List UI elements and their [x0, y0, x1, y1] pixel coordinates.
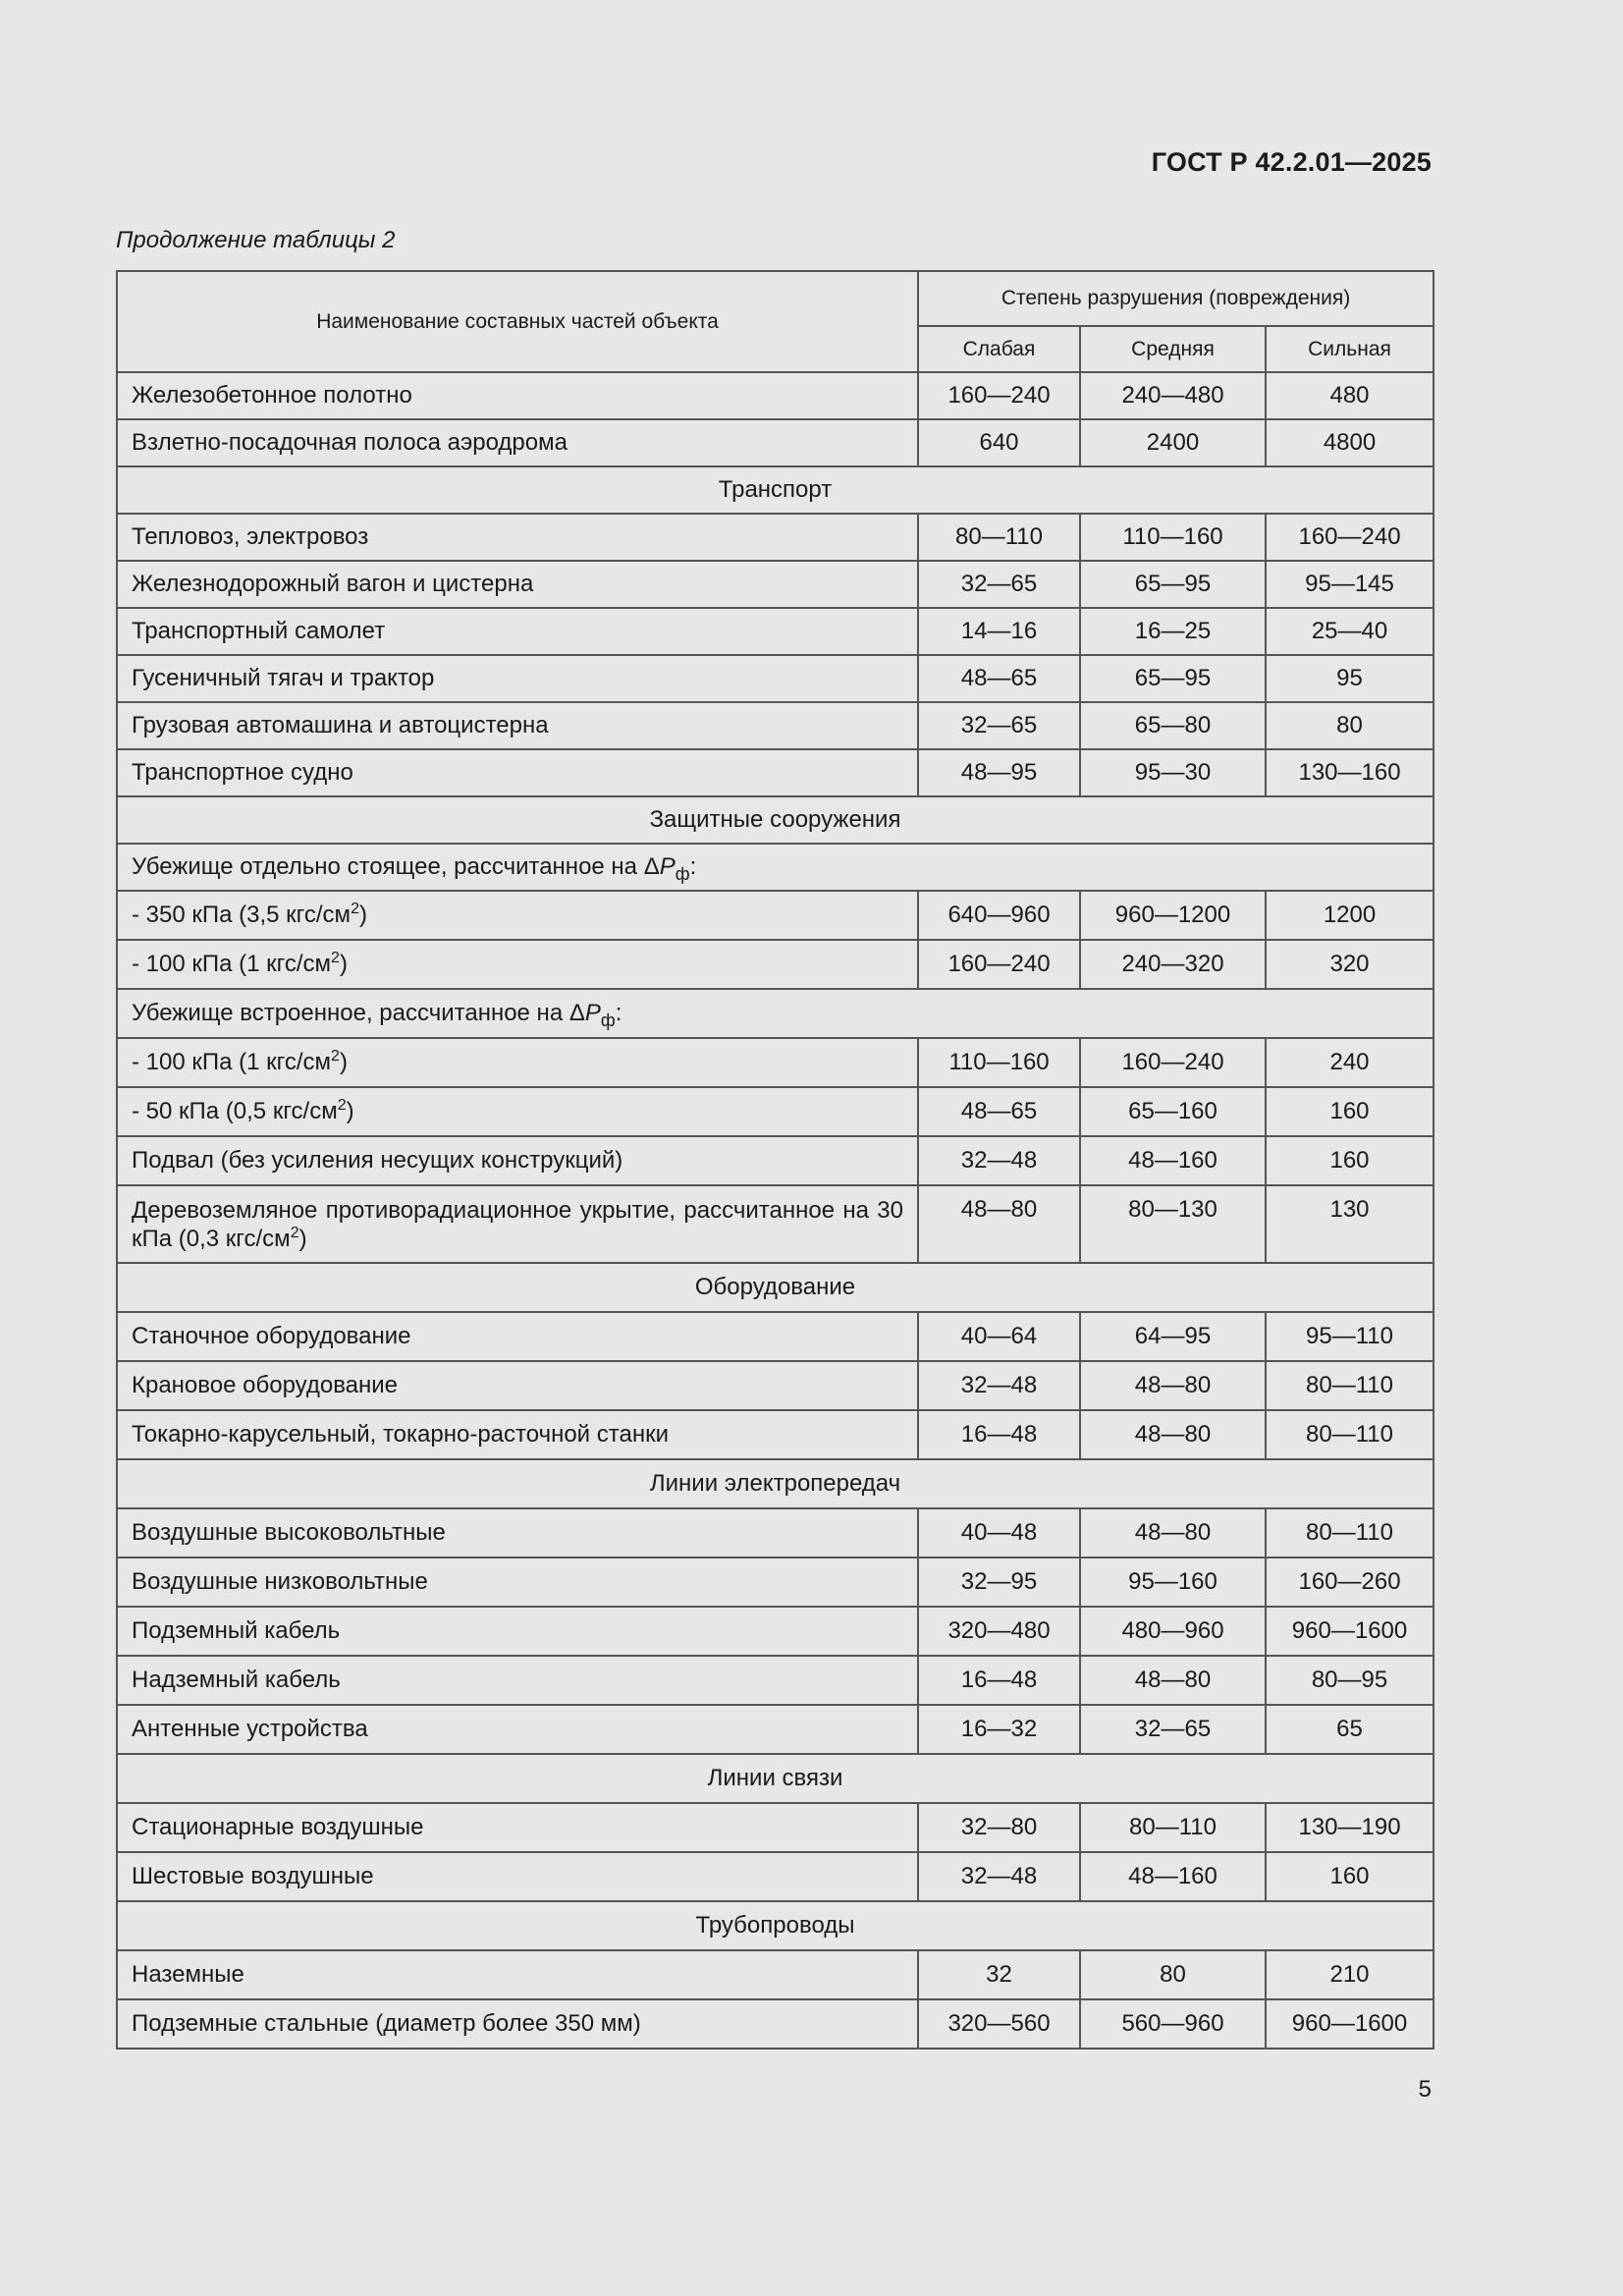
table-row	[117, 702, 1434, 749]
table-row	[117, 1410, 1434, 1459]
table-row	[117, 891, 1434, 940]
value-weak: 40—48	[918, 1508, 1080, 1558]
row-name: - 100 кПа (1 кгс/$см^2$)	[117, 940, 918, 989]
row-name: - 350 кПа (3,5 кгс/$см^2$)	[117, 891, 918, 940]
value-strong: 1200	[1266, 891, 1434, 940]
value-strong: 160—240	[1266, 514, 1434, 561]
value-medium: 80—110	[1080, 1803, 1266, 1852]
table-row	[117, 561, 1434, 608]
page-number: 5	[1418, 2076, 1432, 2103]
value-strong: 130	[1266, 1185, 1434, 1263]
value-medium: 240—480	[1080, 372, 1266, 419]
subhead-text: Убежище встроенное, рассчитанное на $\Delta P_ф$:	[117, 989, 1434, 1038]
value-medium: 480—960	[1080, 1607, 1266, 1656]
row-name: Шестовые воздушные	[117, 1852, 918, 1901]
subhead-row	[117, 844, 1434, 891]
value-weak: 110—160	[918, 1038, 1080, 1087]
value-weak: 16—32	[918, 1705, 1080, 1754]
subhead-row	[117, 989, 1434, 1038]
value-weak: 160—240	[918, 372, 1080, 419]
table-row	[117, 655, 1434, 702]
section-title: Транспорт	[117, 466, 1434, 514]
document-code: ГОСТ Р 42.2.01—2025	[1151, 147, 1432, 177]
section-title: Трубопроводы	[117, 1901, 1434, 1950]
row-name: Надземный кабель	[117, 1656, 918, 1705]
value-medium: 110—160	[1080, 514, 1266, 561]
row-name: Железнодорожный вагон и цистерна	[117, 561, 918, 608]
table-row	[117, 514, 1434, 561]
value-weak: 32—80	[918, 1803, 1080, 1852]
table-row	[117, 1803, 1434, 1852]
value-strong: 960—1600	[1266, 1607, 1434, 1656]
table-row	[117, 1361, 1434, 1410]
value-strong: 480	[1266, 372, 1434, 419]
row-name: Подземные стальные (диаметр более 350 мм)	[117, 1999, 918, 2049]
value-weak: 32—65	[918, 702, 1080, 749]
value-weak: 80—110	[918, 514, 1080, 561]
value-strong: 160	[1266, 1087, 1434, 1136]
row-name: Грузовая автомашина и автоцистерна	[117, 702, 918, 749]
value-strong: 160	[1266, 1852, 1434, 1901]
value-medium: 48—80	[1080, 1410, 1266, 1459]
value-strong: 80—110	[1266, 1410, 1434, 1459]
row-name: Подвал (без усиления несущих конструкций)	[117, 1136, 918, 1185]
value-medium: 80	[1080, 1950, 1266, 1999]
table-row	[117, 419, 1434, 466]
value-weak: 32—48	[918, 1136, 1080, 1185]
damage-table	[116, 270, 1434, 2050]
value-strong: 25—40	[1266, 608, 1434, 655]
table-row	[117, 1136, 1434, 1185]
table-row	[117, 940, 1434, 989]
value-weak: 320—560	[918, 1999, 1080, 2049]
section-row	[117, 796, 1434, 844]
value-medium: 95—160	[1080, 1558, 1266, 1607]
table-row	[117, 1087, 1434, 1136]
row-name: - 100 кПа (1 кгс/$см^2$)	[117, 1038, 918, 1087]
table-row	[117, 1312, 1434, 1361]
row-name: Токарно-карусельный, токарно-расточной станки	[117, 1410, 918, 1459]
header-strong: Сильная	[1266, 326, 1434, 372]
value-medium: 48—80	[1080, 1361, 1266, 1410]
section-row	[117, 1754, 1434, 1803]
table-row	[117, 1656, 1434, 1705]
header-damage-degree: Степень разрушения (повреждения)	[918, 271, 1434, 326]
table-row	[117, 1950, 1434, 1999]
value-strong: 80—110	[1266, 1361, 1434, 1410]
value-medium: 95—30	[1080, 749, 1266, 796]
value-medium: 64—95	[1080, 1312, 1266, 1361]
value-strong: 130—160	[1266, 749, 1434, 796]
section-title: Линии электропередач	[117, 1459, 1434, 1508]
value-strong: 80—110	[1266, 1508, 1434, 1558]
value-weak: 48—65	[918, 1087, 1080, 1136]
value-weak: 40—64	[918, 1312, 1080, 1361]
value-strong: 65	[1266, 1705, 1434, 1754]
value-medium: 2400	[1080, 419, 1266, 466]
value-strong: 210	[1266, 1950, 1434, 1999]
value-weak: 16—48	[918, 1410, 1080, 1459]
section-row	[117, 1901, 1434, 1950]
table-row	[117, 1999, 1434, 2049]
row-name: Тепловоз, электровоз	[117, 514, 918, 561]
table-row	[117, 749, 1434, 796]
subhead-text: Убежище отдельно стоящее, рассчитанное на $\Delta P_ф$:	[117, 844, 1434, 891]
value-weak: 32	[918, 1950, 1080, 1999]
row-name: Взлетно-посадочная полоса аэродрома	[117, 419, 918, 466]
value-medium: 160—240	[1080, 1038, 1266, 1087]
row-name: Транспортный самолет	[117, 608, 918, 655]
row-name: Воздушные высоковольтные	[117, 1508, 918, 1558]
value-weak: 32—95	[918, 1558, 1080, 1607]
section-row	[117, 466, 1434, 514]
value-weak: 640	[918, 419, 1080, 466]
table-row	[117, 1038, 1434, 1087]
value-weak: 48—65	[918, 655, 1080, 702]
value-medium: 960—1200	[1080, 891, 1266, 940]
value-medium: 560—960	[1080, 1999, 1266, 2049]
row-name: Транспортное судно	[117, 749, 918, 796]
value-medium: 65—80	[1080, 702, 1266, 749]
header-medium: Средняя	[1080, 326, 1266, 372]
value-strong: 80—95	[1266, 1656, 1434, 1705]
header-weak: Слабая	[918, 326, 1080, 372]
value-medium: 48—80	[1080, 1508, 1266, 1558]
section-row	[117, 1459, 1434, 1508]
table-row	[117, 1558, 1434, 1607]
table-row	[117, 1852, 1434, 1901]
value-strong: 130—190	[1266, 1803, 1434, 1852]
value-medium: 48—80	[1080, 1656, 1266, 1705]
row-name: Антенные устройства	[117, 1705, 918, 1754]
value-strong: 320	[1266, 940, 1434, 989]
table-row	[117, 1185, 1434, 1263]
value-weak: 14—16	[918, 608, 1080, 655]
section-title: Оборудование	[117, 1263, 1434, 1312]
value-strong: 160—260	[1266, 1558, 1434, 1607]
value-medium: 80—130	[1080, 1185, 1266, 1263]
row-name: - 50 кПа (0,5 кгс/$см^2$)	[117, 1087, 918, 1136]
value-weak: 48—80	[918, 1185, 1080, 1263]
header-component-name: Наименование составных частей объекта	[117, 271, 918, 372]
table-row	[117, 1508, 1434, 1558]
value-weak: 32—65	[918, 561, 1080, 608]
value-strong: 960—1600	[1266, 1999, 1434, 2049]
table-row	[117, 372, 1434, 419]
value-medium: 48—160	[1080, 1136, 1266, 1185]
row-name: Гусеничный тягач и трактор	[117, 655, 918, 702]
table-row	[117, 1607, 1434, 1656]
value-weak: 640—960	[918, 891, 1080, 940]
row-name: Стационарные воздушные	[117, 1803, 918, 1852]
row-name: Подземный кабель	[117, 1607, 918, 1656]
value-strong: 4800	[1266, 419, 1434, 466]
table-caption: Продолжение таблицы 2	[116, 227, 396, 253]
value-strong: 95—110	[1266, 1312, 1434, 1361]
value-weak: 320—480	[918, 1607, 1080, 1656]
value-weak: 32—48	[918, 1852, 1080, 1901]
row-name: Воздушные низковольтные	[117, 1558, 918, 1607]
value-weak: 160—240	[918, 940, 1080, 989]
value-medium: 65—95	[1080, 655, 1266, 702]
value-strong: 160	[1266, 1136, 1434, 1185]
section-row	[117, 1263, 1434, 1312]
row-name: Деревоземляное противорадиационное укрытие, рассчитанное на 30 кПа (0,3 кгс/$см^2$)	[117, 1185, 918, 1263]
value-medium: 16—25	[1080, 608, 1266, 655]
row-name: Станочное оборудование	[117, 1312, 918, 1361]
row-name: Наземные	[117, 1950, 918, 1999]
table-row	[117, 608, 1434, 655]
value-medium: 240—320	[1080, 940, 1266, 989]
value-weak: 16—48	[918, 1656, 1080, 1705]
section-title: Линии связи	[117, 1754, 1434, 1803]
value-strong: 95	[1266, 655, 1434, 702]
value-medium: 65—95	[1080, 561, 1266, 608]
value-medium: 48—160	[1080, 1852, 1266, 1901]
table-row	[117, 1705, 1434, 1754]
value-medium: 65—160	[1080, 1087, 1266, 1136]
section-title: Защитные сооружения	[117, 796, 1434, 844]
value-weak: 48—95	[918, 749, 1080, 796]
value-medium: 32—65	[1080, 1705, 1266, 1754]
row-name: Крановое оборудование	[117, 1361, 918, 1410]
value-strong: 240	[1266, 1038, 1434, 1087]
row-name: Железобетонное полотно	[117, 372, 918, 419]
value-strong: 80	[1266, 702, 1434, 749]
value-weak: 32—48	[918, 1361, 1080, 1410]
value-strong: 95—145	[1266, 561, 1434, 608]
